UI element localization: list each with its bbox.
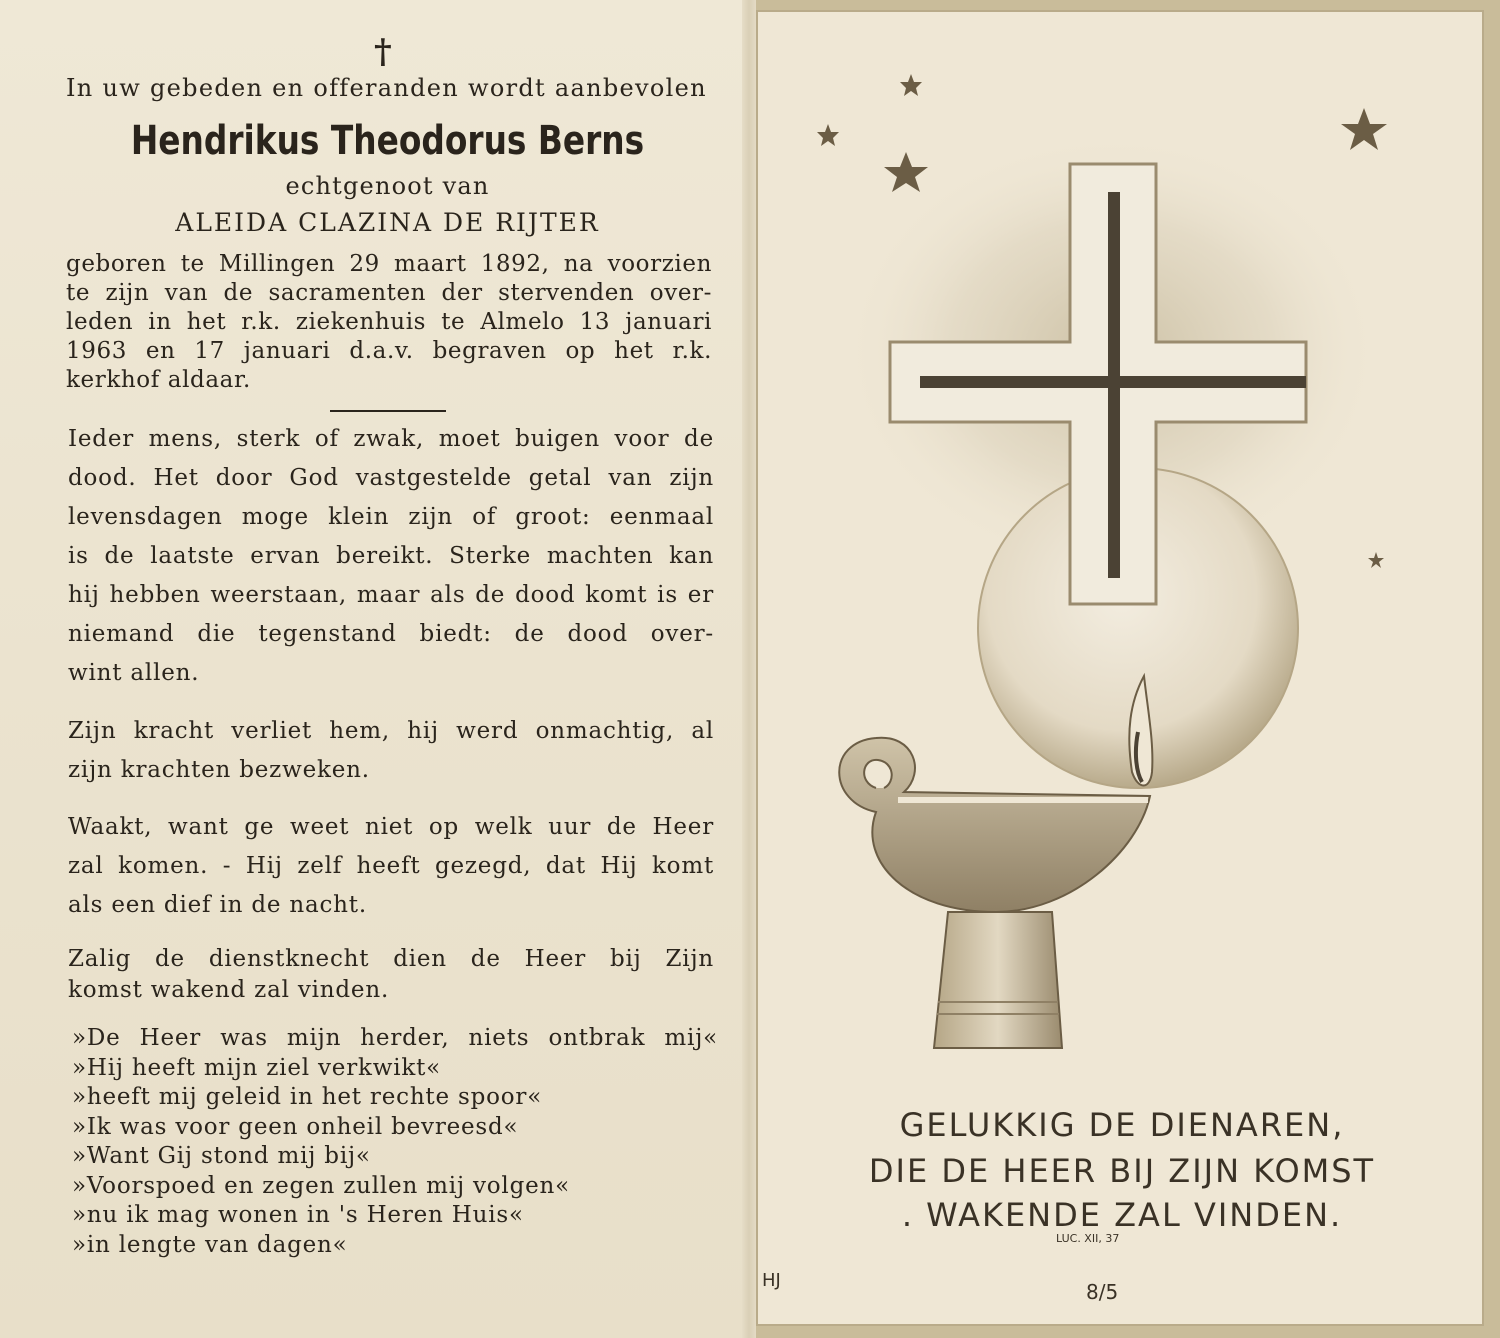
star-icon [884,152,928,192]
paragraph-blessed [68,944,714,1006]
artist-monogram: HJ [762,1270,781,1291]
psalm-line: »heeft mij geleid in het rechte spoor« [72,1084,543,1110]
psalm-line: »nu ik mag wonen in 's Heren Huis« [72,1202,524,1228]
paragraph-line: wint allen. [68,660,200,686]
divider-rule [330,410,446,412]
bio-line: te zijn van de sacramenten der stervenden over- [66,280,712,306]
paragraph-line: Waakt, want ge weet niet op welk uur de Heer [68,814,714,840]
bio-line: leden in het r.k. ziekenhuis te Almelo 13 januari [66,309,712,335]
paragraph-line: zijn krachten bezweken. [68,757,370,783]
psalm-line: »Voorspoed en zegen zullen mij volgen« [72,1172,571,1199]
scripture-reference: LUC. XII, 37 [1056,1232,1120,1245]
deceased-name: Hendrikus Theodorus Berns [130,118,645,164]
star-icon [900,74,922,96]
psalm-line: »De Heer was mijn herder, niets ontbrak mij« [72,1025,718,1051]
paragraph-line: als een dief in de nacht. [68,892,367,918]
bio-line: kerkhof aldaar. [66,367,251,393]
psalm-line: »Ik was voor geen onheil bevreesd« [72,1113,519,1140]
spouse-name: ALEIDA CLAZINA DE RIJTER [175,208,600,237]
caption-line: DIE DE HEER BIJ ZIJN KOMST [868,1152,1376,1190]
paragraph-strength [68,712,714,790]
paragraph-line: is de laatste ervan bereikt. Sterke machten kan [68,543,714,569]
bio-line: geboren te Millingen 29 maart 1892, na voorzien [66,251,712,277]
star-icon [1341,108,1387,150]
intro-line: In uw gebeden en offeranden wordt aanbevolen [66,74,707,102]
card-fold [742,0,756,1338]
cross-and-lamp-illustration [758,12,1486,1102]
caption-line: . WAKENDE ZAL VINDEN. [901,1196,1343,1234]
right-card [756,0,1500,1338]
psalm-line: »in lengte van dagen« [72,1231,348,1258]
psalm-line: »Want Gij stond mij bij« [72,1143,371,1169]
cross-symbol: † [374,32,392,72]
spouse-label: echtgenoot van [285,172,490,200]
paragraph-line: levensdagen moge klein zijn of groot: eenmaal [68,504,714,530]
biography [66,250,712,395]
caption-line: GELUKKIG DE DIENAREN, [899,1106,1345,1144]
paragraph-line: Ieder mens, sterk of zwak, moet buigen voor de [68,426,714,452]
bio-line: 1963 en 17 januari d.a.v. begraven op het r.k. [66,338,712,364]
paragraph-line: komst wakend zal vinden. [68,977,390,1003]
paragraph-death [68,420,714,693]
paragraph-line: niemand die tegenstand biedt: de dood over- [68,621,714,647]
paragraph-line: hij hebben weerstaan, maar als de dood komt is er [68,582,714,608]
paragraph-line: dood. Het door God vastgestelde getal van zijn [68,465,714,491]
paragraph-line: Zalig de dienstknecht dien de Heer bij Zijn [68,946,714,972]
psalm-quote [72,1024,718,1260]
illustration-panel [756,10,1484,1326]
card-number: 8/5 [1086,1280,1119,1304]
paragraph-line: Zijn kracht verliet hem, hij werd onmachtig, al [68,718,714,744]
psalm-line: »Hij heeft mijn ziel verkwikt« [72,1054,442,1081]
star-icon [1368,552,1384,568]
paragraph-watch [68,808,714,925]
paragraph-line: zal komen. - Hij zelf heeft gezegd, dat Hij komt [68,853,714,879]
star-icon [817,124,839,146]
